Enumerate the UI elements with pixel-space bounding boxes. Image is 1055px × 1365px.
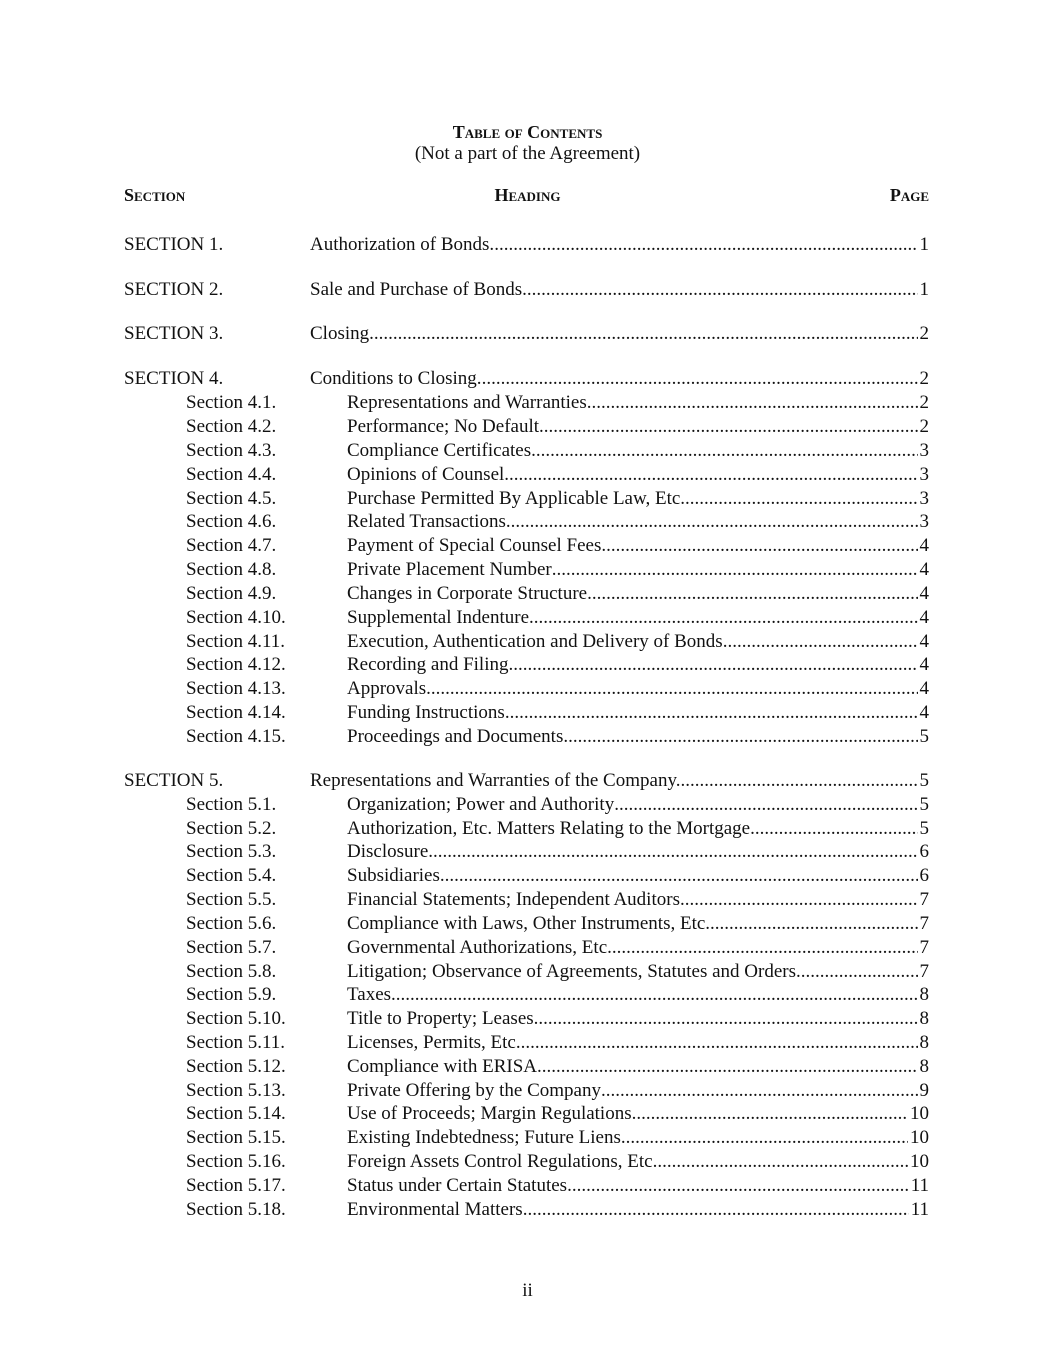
dot-leader: [426, 677, 917, 701]
toc-entry: [124, 534, 929, 558]
toc-entry-heading: Performance; No Default: [347, 416, 540, 437]
toc-entry-number: Section 4.1.: [186, 392, 277, 413]
toc-entry-heading: Use of Proceeds; Margin Regulations: [347, 1103, 632, 1124]
toc-entry-page: 4: [919, 702, 929, 723]
toc-entry-number: Section 5.13.: [186, 1080, 286, 1101]
toc-entry: [124, 233, 929, 257]
dot-leader: [587, 391, 918, 415]
toc-subtitle: (Not a part of the Agreement): [414, 143, 641, 164]
toc-entry-number: SECTION 2.: [124, 279, 224, 300]
toc-entry: [124, 322, 929, 346]
page-number: ii: [522, 1280, 533, 1301]
toc-entry-page: 3: [919, 511, 929, 532]
toc-entry-number: Section 4.8.: [186, 559, 277, 580]
toc-entry-page: 3: [919, 488, 929, 509]
toc-entry-number: Section 5.10.: [186, 1008, 286, 1029]
toc-entry-number: SECTION 4.: [124, 368, 224, 389]
toc-entry-page: 9: [919, 1080, 929, 1101]
toc-entry-number: Section 4.4.: [186, 464, 277, 485]
toc-entry-heading: Compliance Certificates: [347, 440, 532, 461]
toc-entry-heading: Governmental Authorizations, Etc: [347, 937, 608, 958]
toc-entry-heading: Disclosure: [347, 841, 429, 862]
toc-entry-page: 10: [910, 1127, 929, 1148]
column-header-section: Section: [124, 185, 186, 205]
dot-leader: [505, 701, 918, 725]
toc-entry-page: 11: [910, 1199, 929, 1220]
toc-entry-page: 5: [919, 818, 929, 839]
toc-entry-page: 2: [919, 416, 929, 437]
toc-entry: [124, 960, 929, 984]
toc-entry-page: 4: [919, 535, 929, 556]
toc-entry-page: 11: [910, 1175, 929, 1196]
dot-leader: [587, 582, 917, 606]
toc-entry-number: Section 4.11.: [186, 631, 286, 652]
toc-entry-number: Section 4.6.: [186, 511, 277, 532]
toc-entry: [124, 1055, 929, 1079]
toc-entry-number: Section 4.10.: [186, 607, 286, 628]
toc-entry-heading: Compliance with Laws, Other Instruments, Etc: [347, 913, 706, 934]
toc-entry: [124, 1079, 929, 1103]
toc-entry: [124, 864, 929, 888]
toc-entry-number: Section 5.8.: [186, 961, 277, 982]
toc-entry: [124, 677, 929, 701]
toc-entry-heading: Supplemental Indenture: [347, 607, 530, 628]
toc-entry: [124, 1102, 929, 1126]
dot-leader: [428, 840, 917, 864]
toc-entry-heading: Sale and Purchase of Bonds.: [310, 279, 527, 300]
toc-entry: [124, 793, 929, 817]
toc-entry: [124, 278, 929, 302]
toc-entry-page: 4: [919, 654, 929, 675]
toc-entry: [124, 367, 929, 391]
toc-entry-page: 5: [919, 726, 929, 747]
toc-entry-page: 1: [919, 279, 929, 300]
toc-entry-page: 2: [919, 368, 929, 389]
dot-leader: [750, 817, 917, 841]
toc-entry-heading: Private Placement Number: [347, 559, 552, 580]
toc-entry-heading: Funding Instructions: [347, 702, 505, 723]
toc-entry-heading: Opinions of Counsel: [347, 464, 505, 485]
toc-entry-page: 7: [919, 937, 929, 958]
toc-entry-page: 8: [919, 1032, 929, 1053]
toc-entry-number: Section 4.14.: [186, 702, 286, 723]
toc-entry: [124, 701, 929, 725]
toc-entry-heading: Representations and Warranties of the Company.: [310, 770, 681, 791]
toc-entry: [124, 630, 929, 654]
toc-entry-number: SECTION 1.: [124, 234, 224, 255]
toc-entry: [124, 1198, 929, 1222]
toc-entry-heading: Title to Property; Leases: [347, 1008, 534, 1029]
toc-entry: [124, 558, 929, 582]
dot-leader: [494, 233, 917, 257]
dot-leader: [529, 606, 917, 630]
toc-entry-page: 5: [919, 794, 929, 815]
toc-entry-page: 5: [919, 770, 929, 791]
dot-leader: [607, 936, 917, 960]
toc-entry-heading: Approvals: [347, 678, 427, 699]
toc-entry-number: Section 4.7.: [186, 535, 277, 556]
toc-entry-heading: Private Offering by the Company: [347, 1080, 601, 1101]
toc-entry: [124, 1031, 929, 1055]
toc-entry-number: Section 5.6.: [186, 913, 277, 934]
dot-leader: [531, 439, 917, 463]
toc-entry-heading: Compliance with ERISA: [347, 1056, 537, 1077]
toc-entry-page: 10: [910, 1103, 929, 1124]
toc-entry-number: Section 5.12.: [186, 1056, 286, 1077]
toc-entry-heading: Changes in Corporate Structure: [347, 583, 588, 604]
dot-leader: [567, 1174, 909, 1198]
toc-entry-heading: Licenses, Permits, Etc: [347, 1032, 516, 1053]
toc-entry-number: Section 5.3.: [186, 841, 277, 862]
toc-entry-number: Section 5.4.: [186, 865, 277, 886]
toc-entry-number: Section 4.15.: [186, 726, 286, 747]
dot-leader: [680, 769, 917, 793]
dot-leader: [527, 278, 918, 302]
toc-entry-number: Section 5.15.: [186, 1127, 286, 1148]
toc-entry-heading: Environmental Matters: [347, 1199, 523, 1220]
toc-entry-heading: Taxes: [347, 984, 392, 1005]
toc-entry: [124, 1007, 929, 1031]
toc-entry: [124, 510, 929, 534]
toc-entry: [124, 769, 929, 793]
toc-entry: [124, 912, 929, 936]
toc-entry-page: 2: [919, 392, 929, 413]
toc-entry-heading: Status under Certain Statutes: [347, 1175, 568, 1196]
toc-entry-heading: Authorization, Etc. Matters Relating to the Mortgage: [347, 818, 751, 839]
toc-entry: [124, 582, 929, 606]
dot-leader: [506, 510, 918, 534]
dot-leader: [537, 1055, 918, 1079]
dot-leader: [563, 725, 917, 749]
toc-entry-number: Section 4.13.: [186, 678, 286, 699]
dot-leader: [534, 1007, 918, 1031]
toc-entry-page: 4: [919, 583, 929, 604]
toc-entry-number: SECTION 3.: [124, 323, 224, 344]
toc-entry: [124, 888, 929, 912]
dot-leader: [601, 1079, 918, 1103]
toc-entry-page: 6: [919, 865, 929, 886]
dot-leader: [539, 415, 917, 439]
toc-entry-number: Section 5.11.: [186, 1032, 286, 1053]
dot-leader: [796, 960, 917, 984]
toc-entry-heading: Representations and Warranties: [347, 392, 587, 413]
toc-entry-page: 7: [919, 961, 929, 982]
toc-entry-page: 8: [919, 984, 929, 1005]
toc-entry-page: 8: [919, 1056, 929, 1077]
toc-entry-heading: Existing Indebtedness; Future Liens: [347, 1127, 621, 1148]
toc-entry-heading: Related Transactions: [347, 511, 506, 532]
toc-entry: [124, 391, 929, 415]
dot-leader: [440, 864, 918, 888]
dot-leader: [621, 1126, 908, 1150]
toc-entry: [124, 653, 929, 677]
toc-title: Table of Contents: [452, 122, 603, 142]
dot-leader: [705, 912, 917, 936]
toc-entry-number: Section 4.3.: [186, 440, 277, 461]
toc-entry-heading: Financial Statements; Independent Auditors: [347, 889, 680, 910]
dot-leader: [606, 534, 917, 558]
toc-entry-page: 4: [919, 559, 929, 580]
toc-entry-number: SECTION 5.: [124, 770, 224, 791]
toc-entry-page: 6: [919, 841, 929, 862]
toc-entry: [124, 840, 929, 864]
toc-entry-number: Section 4.2.: [186, 416, 277, 437]
dot-leader: [653, 1150, 908, 1174]
toc-entry-page: 4: [919, 631, 929, 652]
dot-leader: [391, 983, 917, 1007]
toc-entry-page: 3: [919, 464, 929, 485]
toc-entry: [124, 439, 929, 463]
toc-entry-number: Section 5.18.: [186, 1199, 286, 1220]
toc-entry-heading: Authorization of Bonds.: [310, 234, 495, 255]
toc-entry: [124, 463, 929, 487]
dot-leader: [508, 653, 917, 677]
toc-entry: [124, 817, 929, 841]
toc-entry-page: 8: [919, 1008, 929, 1029]
toc-entry-heading: Conditions to Closing.: [310, 368, 482, 389]
column-header-heading: Heading: [494, 185, 561, 205]
toc-entry: [124, 936, 929, 960]
toc-entry-number: Section 4.9.: [186, 583, 277, 604]
dot-leader: [482, 367, 918, 391]
toc-entry-page: 3: [919, 440, 929, 461]
dot-leader: [516, 1031, 918, 1055]
dot-leader: [374, 322, 918, 346]
toc-entry-heading: Recording and Filing: [347, 654, 509, 675]
toc-entry-heading: Subsidiaries: [347, 865, 440, 886]
dot-leader: [680, 888, 918, 912]
toc-entry-page: 7: [919, 889, 929, 910]
dot-leader: [504, 463, 917, 487]
dot-leader: [632, 1102, 908, 1126]
toc-entry-number: Section 5.17.: [186, 1175, 286, 1196]
toc-entry-page: 1: [919, 234, 929, 255]
toc-entry-number: Section 5.14.: [186, 1103, 286, 1124]
toc-entry: [124, 1126, 929, 1150]
toc-entry: [124, 1174, 929, 1198]
toc-entry-page: 4: [919, 678, 929, 699]
toc-entry-page: 4: [919, 607, 929, 628]
toc-entry-number: Section 4.5.: [186, 488, 277, 509]
dot-leader: [680, 487, 917, 511]
dot-leader: [523, 1198, 909, 1222]
toc-entry-number: Section 5.16.: [186, 1151, 286, 1172]
toc-entry: [124, 606, 929, 630]
toc-entry-heading: Litigation; Observance of Agreements, Statutes and Orders: [347, 961, 797, 982]
dot-leader: [614, 793, 917, 817]
dot-leader: [552, 558, 918, 582]
toc-entry: [124, 725, 929, 749]
toc-entry: [124, 1150, 929, 1174]
toc-entry-heading: Execution, Authentication and Delivery of Bonds: [347, 631, 723, 652]
toc-entry-page: 10: [910, 1151, 929, 1172]
toc-entry-number: Section 4.12.: [186, 654, 286, 675]
toc-entry-heading: Foreign Assets Control Regulations, Etc: [347, 1151, 653, 1172]
toc-entry: [124, 415, 929, 439]
toc-entry-heading: Purchase Permitted By Applicable Law, Etc: [347, 488, 681, 509]
column-header-page: Page: [889, 185, 929, 205]
toc-entry-heading: Organization; Power and Authority: [347, 794, 615, 815]
toc-entry: [124, 983, 929, 1007]
toc-entry: [124, 487, 929, 511]
toc-entry-number: Section 5.9.: [186, 984, 277, 1005]
toc-entry-number: Section 5.1.: [186, 794, 277, 815]
dot-leader: [723, 630, 918, 654]
toc-entry-heading: Payment of Special Counsel Fees.: [347, 535, 607, 556]
toc-entry-number: Section 5.2.: [186, 818, 277, 839]
toc-entry-heading: Proceedings and Documents: [347, 726, 564, 747]
toc-entry-page: 7: [919, 913, 929, 934]
toc-entry-heading: Closing.: [310, 323, 374, 344]
toc-entry-number: Section 5.5.: [186, 889, 277, 910]
toc-entry-number: Section 5.7.: [186, 937, 277, 958]
toc-entry-page: 2: [919, 323, 929, 344]
